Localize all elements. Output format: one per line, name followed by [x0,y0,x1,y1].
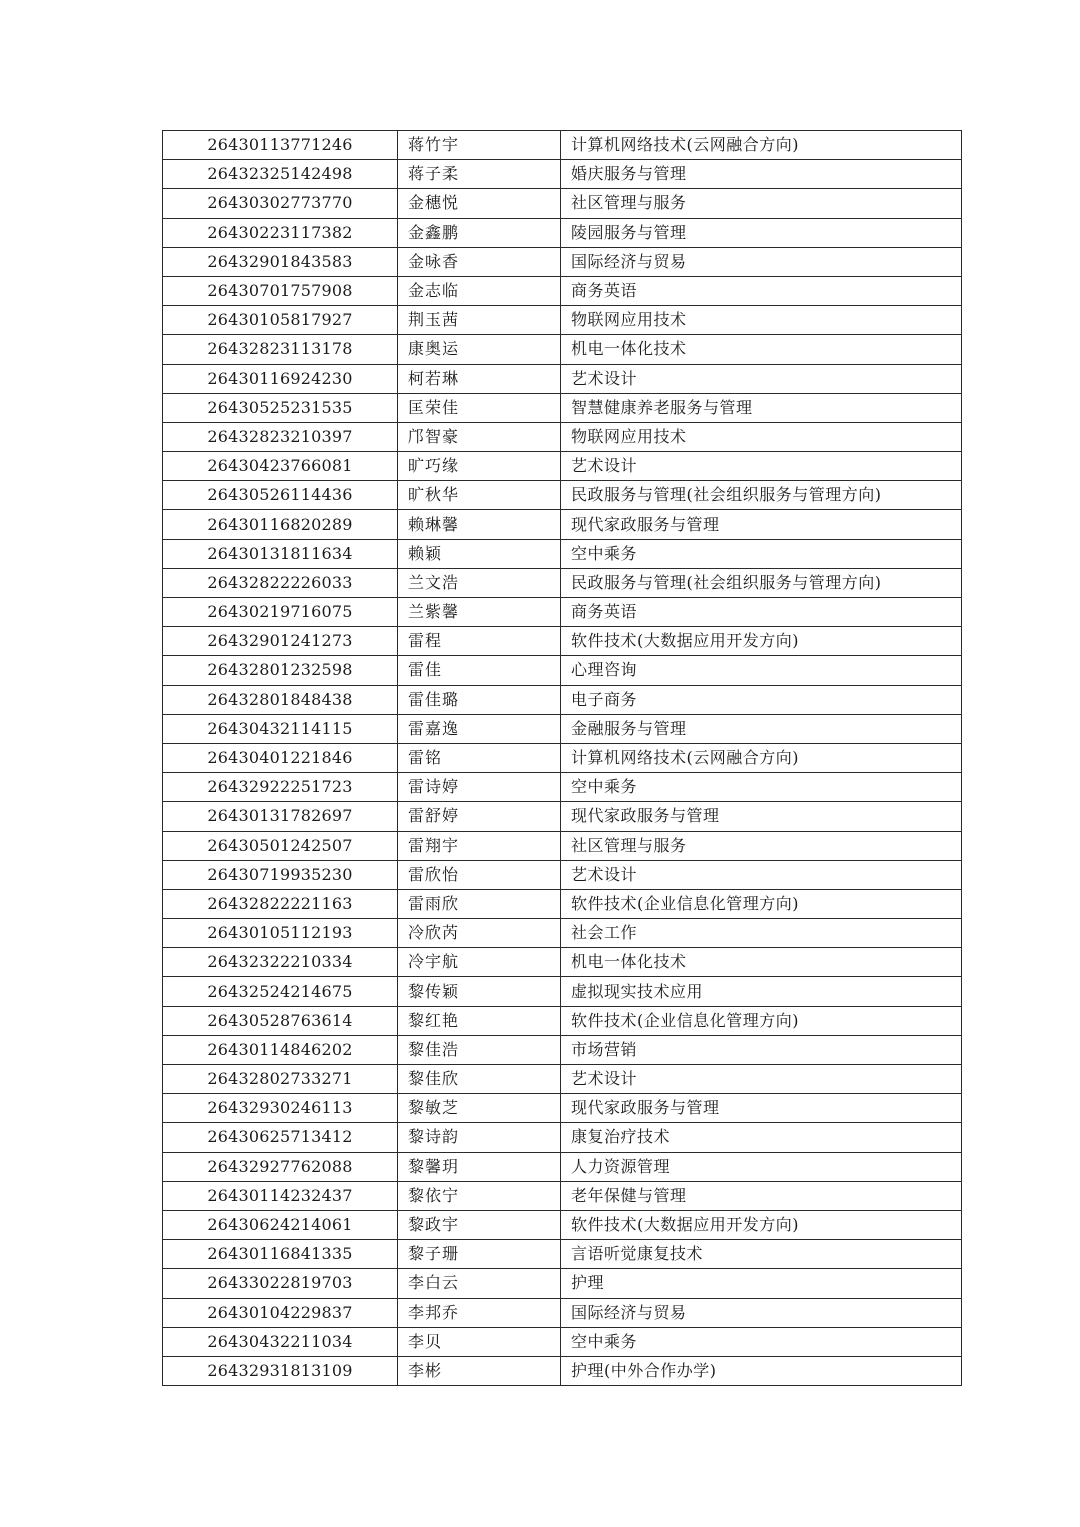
candidate-id-cell: 26430104229837 [163,1298,398,1327]
major-cell: 现代家政服务与管理 [561,1094,962,1123]
student-name-cell: 邝智豪 [398,422,561,451]
candidate-id-cell: 26432801232598 [163,656,398,685]
major-cell: 物联网应用技术 [561,306,962,335]
table-row [163,656,962,685]
student-name-cell: 金穗悦 [398,189,561,218]
candidate-id-cell: 26432930246113 [163,1094,398,1123]
candidate-id-cell: 26432823113178 [163,335,398,364]
table-row [163,276,962,305]
table-row [163,247,962,276]
candidate-id-cell: 26432322210334 [163,948,398,977]
student-name-cell: 金鑫鹏 [398,218,561,247]
candidate-id-cell: 26432802733271 [163,1065,398,1094]
table-row [163,1327,962,1356]
candidate-id-cell: 26430219716075 [163,598,398,627]
major-cell: 商务英语 [561,598,962,627]
student-name-cell: 雷诗婷 [398,773,561,802]
student-name-cell: 黎传颖 [398,977,561,1006]
table-row [163,1298,962,1327]
candidate-id-cell: 26430116924230 [163,364,398,393]
major-cell: 国际经济与贸易 [561,1298,962,1327]
major-cell: 虚拟现实技术应用 [561,977,962,1006]
student-name-cell: 冷宇航 [398,948,561,977]
candidate-id-cell: 26432823210397 [163,422,398,451]
candidate-id-cell: 26430116820289 [163,510,398,539]
major-cell: 软件技术(大数据应用开发方向) [561,1210,962,1239]
candidate-id-cell: 26430302773770 [163,189,398,218]
table-body [163,131,962,1386]
candidate-id-cell: 26430528763614 [163,1006,398,1035]
table-row [163,627,962,656]
candidate-id-cell: 26430105112193 [163,919,398,948]
candidate-id-cell: 26430525231535 [163,393,398,422]
student-name-cell: 雷欣怡 [398,860,561,889]
table-row [163,568,962,597]
major-cell: 艺术设计 [561,364,962,393]
candidate-id-cell: 26432931813109 [163,1356,398,1385]
candidate-id-cell: 26430625713412 [163,1123,398,1152]
major-cell: 社会工作 [561,919,962,948]
major-cell: 商务英语 [561,276,962,305]
candidate-id-cell: 26430432211034 [163,1327,398,1356]
student-name-cell: 金咏香 [398,247,561,276]
student-name-cell: 李邦乔 [398,1298,561,1327]
table-row [163,1035,962,1064]
student-name-cell: 蒋竹宇 [398,131,561,160]
major-cell: 软件技术(大数据应用开发方向) [561,627,962,656]
table-row [163,481,962,510]
major-cell: 婚庆服务与管理 [561,160,962,189]
table-row [163,422,962,451]
student-name-cell: 黎诗韵 [398,1123,561,1152]
table-row [163,802,962,831]
table-row [163,919,962,948]
major-cell: 现代家政服务与管理 [561,510,962,539]
table-row [163,948,962,977]
major-cell: 康复治疗技术 [561,1123,962,1152]
candidate-id-cell: 26432922251723 [163,773,398,802]
student-name-cell: 李彬 [398,1356,561,1385]
major-cell: 护理 [561,1269,962,1298]
candidate-id-cell: 26430223117382 [163,218,398,247]
student-name-cell: 黎敏芝 [398,1094,561,1123]
table-row [163,1210,962,1239]
major-cell: 言语听觉康复技术 [561,1240,962,1269]
candidate-id-cell: 26430131811634 [163,539,398,568]
table-row [163,1094,962,1123]
student-name-cell: 雷舒婷 [398,802,561,831]
candidate-id-cell: 26430116841335 [163,1240,398,1269]
major-cell: 国际经济与贸易 [561,247,962,276]
student-name-cell: 柯若琳 [398,364,561,393]
candidate-id-cell: 26430432114115 [163,714,398,743]
table-row [163,1152,962,1181]
major-cell: 物联网应用技术 [561,422,962,451]
table-row [163,685,962,714]
student-name-cell: 黎馨玥 [398,1152,561,1181]
student-name-cell: 兰文浩 [398,568,561,597]
student-name-cell: 黎佳欣 [398,1065,561,1094]
candidate-id-cell: 26432901843583 [163,247,398,276]
table-row [163,1356,962,1385]
major-cell: 艺术设计 [561,452,962,481]
candidate-id-cell: 26433022819703 [163,1269,398,1298]
candidate-id-cell: 26432325142498 [163,160,398,189]
student-name-cell: 旷秋华 [398,481,561,510]
major-cell: 陵园服务与管理 [561,218,962,247]
student-name-cell: 蒋子柔 [398,160,561,189]
major-cell: 心理咨询 [561,656,962,685]
candidate-id-cell: 26430719935230 [163,860,398,889]
major-cell: 市场营销 [561,1035,962,1064]
major-cell: 老年保健与管理 [561,1181,962,1210]
table-row [163,364,962,393]
candidate-id-cell: 26432901241273 [163,627,398,656]
student-name-cell: 匡荣佳 [398,393,561,422]
major-cell: 机电一体化技术 [561,948,962,977]
major-cell: 空中乘务 [561,1327,962,1356]
major-cell: 计算机网络技术(云网融合方向) [561,743,962,772]
table-row [163,1269,962,1298]
candidate-id-cell: 26430113771246 [163,131,398,160]
candidate-id-cell: 26432822221163 [163,889,398,918]
student-name-cell: 荆玉茜 [398,306,561,335]
table-row [163,160,962,189]
table-row [163,1006,962,1035]
table-row [163,1123,962,1152]
student-name-cell: 黎红艳 [398,1006,561,1035]
student-name-cell: 雷嘉逸 [398,714,561,743]
student-name-cell: 雷雨欣 [398,889,561,918]
candidate-id-cell: 26430701757908 [163,276,398,305]
table-row [163,1240,962,1269]
candidate-id-cell: 26430114846202 [163,1035,398,1064]
student-name-cell: 康奥运 [398,335,561,364]
student-name-cell: 兰紫馨 [398,598,561,627]
student-name-cell: 黎子珊 [398,1240,561,1269]
major-cell: 金融服务与管理 [561,714,962,743]
major-cell: 社区管理与服务 [561,831,962,860]
table-row [163,539,962,568]
table-row [163,1181,962,1210]
major-cell: 空中乘务 [561,539,962,568]
major-cell: 计算机网络技术(云网融合方向) [561,131,962,160]
major-cell: 艺术设计 [561,1065,962,1094]
candidate-id-cell: 26430401221846 [163,743,398,772]
table-row [163,189,962,218]
table-row [163,393,962,422]
table-row [163,1065,962,1094]
student-name-cell: 雷铭 [398,743,561,772]
major-cell: 现代家政服务与管理 [561,802,962,831]
table-row [163,510,962,539]
major-cell: 软件技术(企业信息化管理方向) [561,1006,962,1035]
student-name-cell: 黎政宇 [398,1210,561,1239]
candidate-id-cell: 26430114232437 [163,1181,398,1210]
major-cell: 电子商务 [561,685,962,714]
candidate-id-cell: 26432822226033 [163,568,398,597]
table-row [163,131,962,160]
student-name-cell: 黎佳浩 [398,1035,561,1064]
student-name-cell: 雷程 [398,627,561,656]
major-cell: 软件技术(企业信息化管理方向) [561,889,962,918]
table-row [163,306,962,335]
candidate-id-cell: 26430423766081 [163,452,398,481]
admission-list-table [162,130,962,1386]
candidate-id-cell: 26430501242507 [163,831,398,860]
student-name-cell: 雷翔宇 [398,831,561,860]
student-name-cell: 赖琳馨 [398,510,561,539]
table-row [163,977,962,1006]
table-row [163,889,962,918]
candidate-id-cell: 26432927762088 [163,1152,398,1181]
major-cell: 机电一体化技术 [561,335,962,364]
student-name-cell: 旷巧缘 [398,452,561,481]
major-cell: 艺术设计 [561,860,962,889]
student-name-cell: 雷佳璐 [398,685,561,714]
major-cell: 智慧健康养老服务与管理 [561,393,962,422]
student-name-cell: 雷佳 [398,656,561,685]
major-cell: 民政服务与管理(社会组织服务与管理方向) [561,481,962,510]
major-cell: 人力资源管理 [561,1152,962,1181]
candidate-id-cell: 26430624214061 [163,1210,398,1239]
candidate-id-cell: 26430105817927 [163,306,398,335]
candidate-id-cell: 26430131782697 [163,802,398,831]
table-row [163,218,962,247]
student-name-cell: 黎依宁 [398,1181,561,1210]
student-name-cell: 李白云 [398,1269,561,1298]
table-row [163,860,962,889]
table-row [163,743,962,772]
major-cell: 民政服务与管理(社会组织服务与管理方向) [561,568,962,597]
candidate-id-cell: 26432801848438 [163,685,398,714]
table-row [163,335,962,364]
table-row [163,831,962,860]
major-cell: 空中乘务 [561,773,962,802]
candidate-id-cell: 26432524214675 [163,977,398,1006]
student-name-cell: 李贝 [398,1327,561,1356]
candidate-id-cell: 26430526114436 [163,481,398,510]
student-name-cell: 赖颖 [398,539,561,568]
table-row [163,452,962,481]
major-cell: 护理(中外合作办学) [561,1356,962,1385]
student-name-cell: 冷欣芮 [398,919,561,948]
table-row [163,714,962,743]
table-row [163,773,962,802]
student-name-cell: 金志临 [398,276,561,305]
major-cell: 社区管理与服务 [561,189,962,218]
table-row [163,598,962,627]
